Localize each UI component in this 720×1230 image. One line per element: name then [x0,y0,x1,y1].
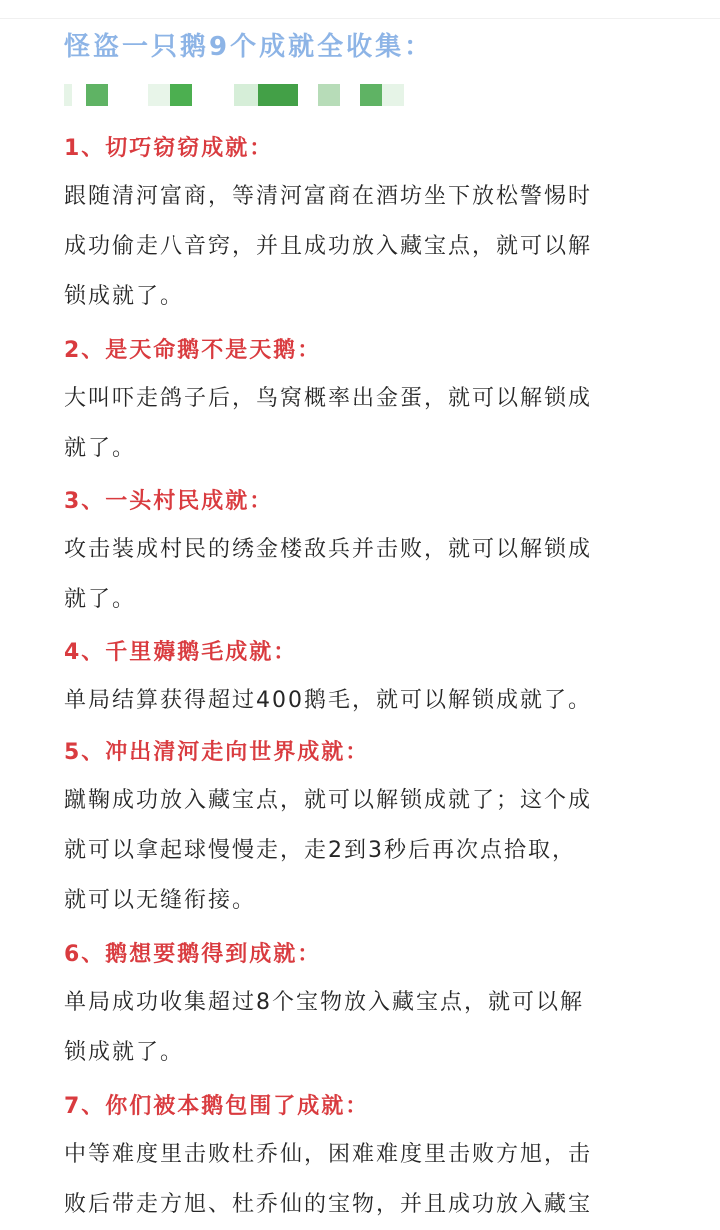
achievement-description [64,525,664,625]
top-divider [0,18,720,19]
achievement-section [64,638,664,726]
achievement-description [64,776,664,926]
achievement-heading: 5、冲出清河走向世界成就： [64,740,370,765]
description-line: 大叫吓走鸽子后，鸟窝概率出金蛋，就可以解锁成 [64,386,593,411]
achievement-section [64,738,664,926]
achievement-description [64,978,664,1078]
achievement-section [64,940,664,1078]
redaction-block [258,84,298,106]
redacted-text [64,84,424,106]
description-line: 就了。 [64,587,137,612]
description-line: 单局成功收集超过8个宝物放入藏宝点，就可以解 [64,990,584,1015]
redaction-block [234,84,258,106]
achievement-heading: 7、你们被本鹅包围了成就： [64,1094,370,1119]
description-line: 锁成就了。 [64,1040,185,1065]
achievement-section [64,487,664,625]
redaction-block [360,84,382,106]
redaction-block [382,84,404,106]
description-line: 就了。 [64,436,137,461]
description-line: 就可以拿起球慢慢走，走2到3秒后再次点拾取， [64,838,576,863]
achievement-description [64,676,664,726]
redaction-block [64,84,72,106]
achievement-description [64,374,664,474]
redaction-block [86,84,108,106]
description-line: 败后带走方旭、杜乔仙的宝物，并且成功放入藏宝 [64,1192,593,1217]
article-title: 怪盗一只鹅9个成就全收集： [64,32,434,62]
achievement-section [64,134,664,322]
achievement-heading: 4、千里薅鹅毛成就： [64,640,298,665]
description-line: 中等难度里击败杜乔仙，困难难度里击败方旭，击 [64,1142,593,1167]
achievement-heading: 3、一头村民成就： [64,489,274,514]
redaction-block [148,84,170,106]
redaction-block [318,84,340,106]
description-line: 单局结算获得超过400鹅毛，就可以解锁成就了。 [64,688,592,713]
achievement-heading: 6、鹅想要鹅得到成就： [64,942,322,967]
description-line: 跟随清河富商，等清河富商在酒坊坐下放松警惕时 [64,184,593,209]
description-line: 攻击装成村民的绣金楼敌兵并击败，就可以解锁成 [64,537,593,562]
achievement-heading: 1、切巧窃窃成就： [64,136,274,161]
description-line: 成功偷走八音窍，并且成功放入藏宝点，就可以解 [64,234,593,259]
achievement-section [64,336,664,474]
achievement-description [64,1130,664,1230]
achievement-heading: 2、是天命鹅不是天鹅： [64,338,322,363]
achievement-description [64,172,664,322]
achievement-section [64,1092,664,1230]
description-line: 锁成就了。 [64,284,185,309]
redaction-block [170,84,192,106]
description-line: 蹴鞠成功放入藏宝点，就可以解锁成就了；这个成 [64,788,593,813]
description-line: 就可以无缝衔接。 [64,888,257,913]
